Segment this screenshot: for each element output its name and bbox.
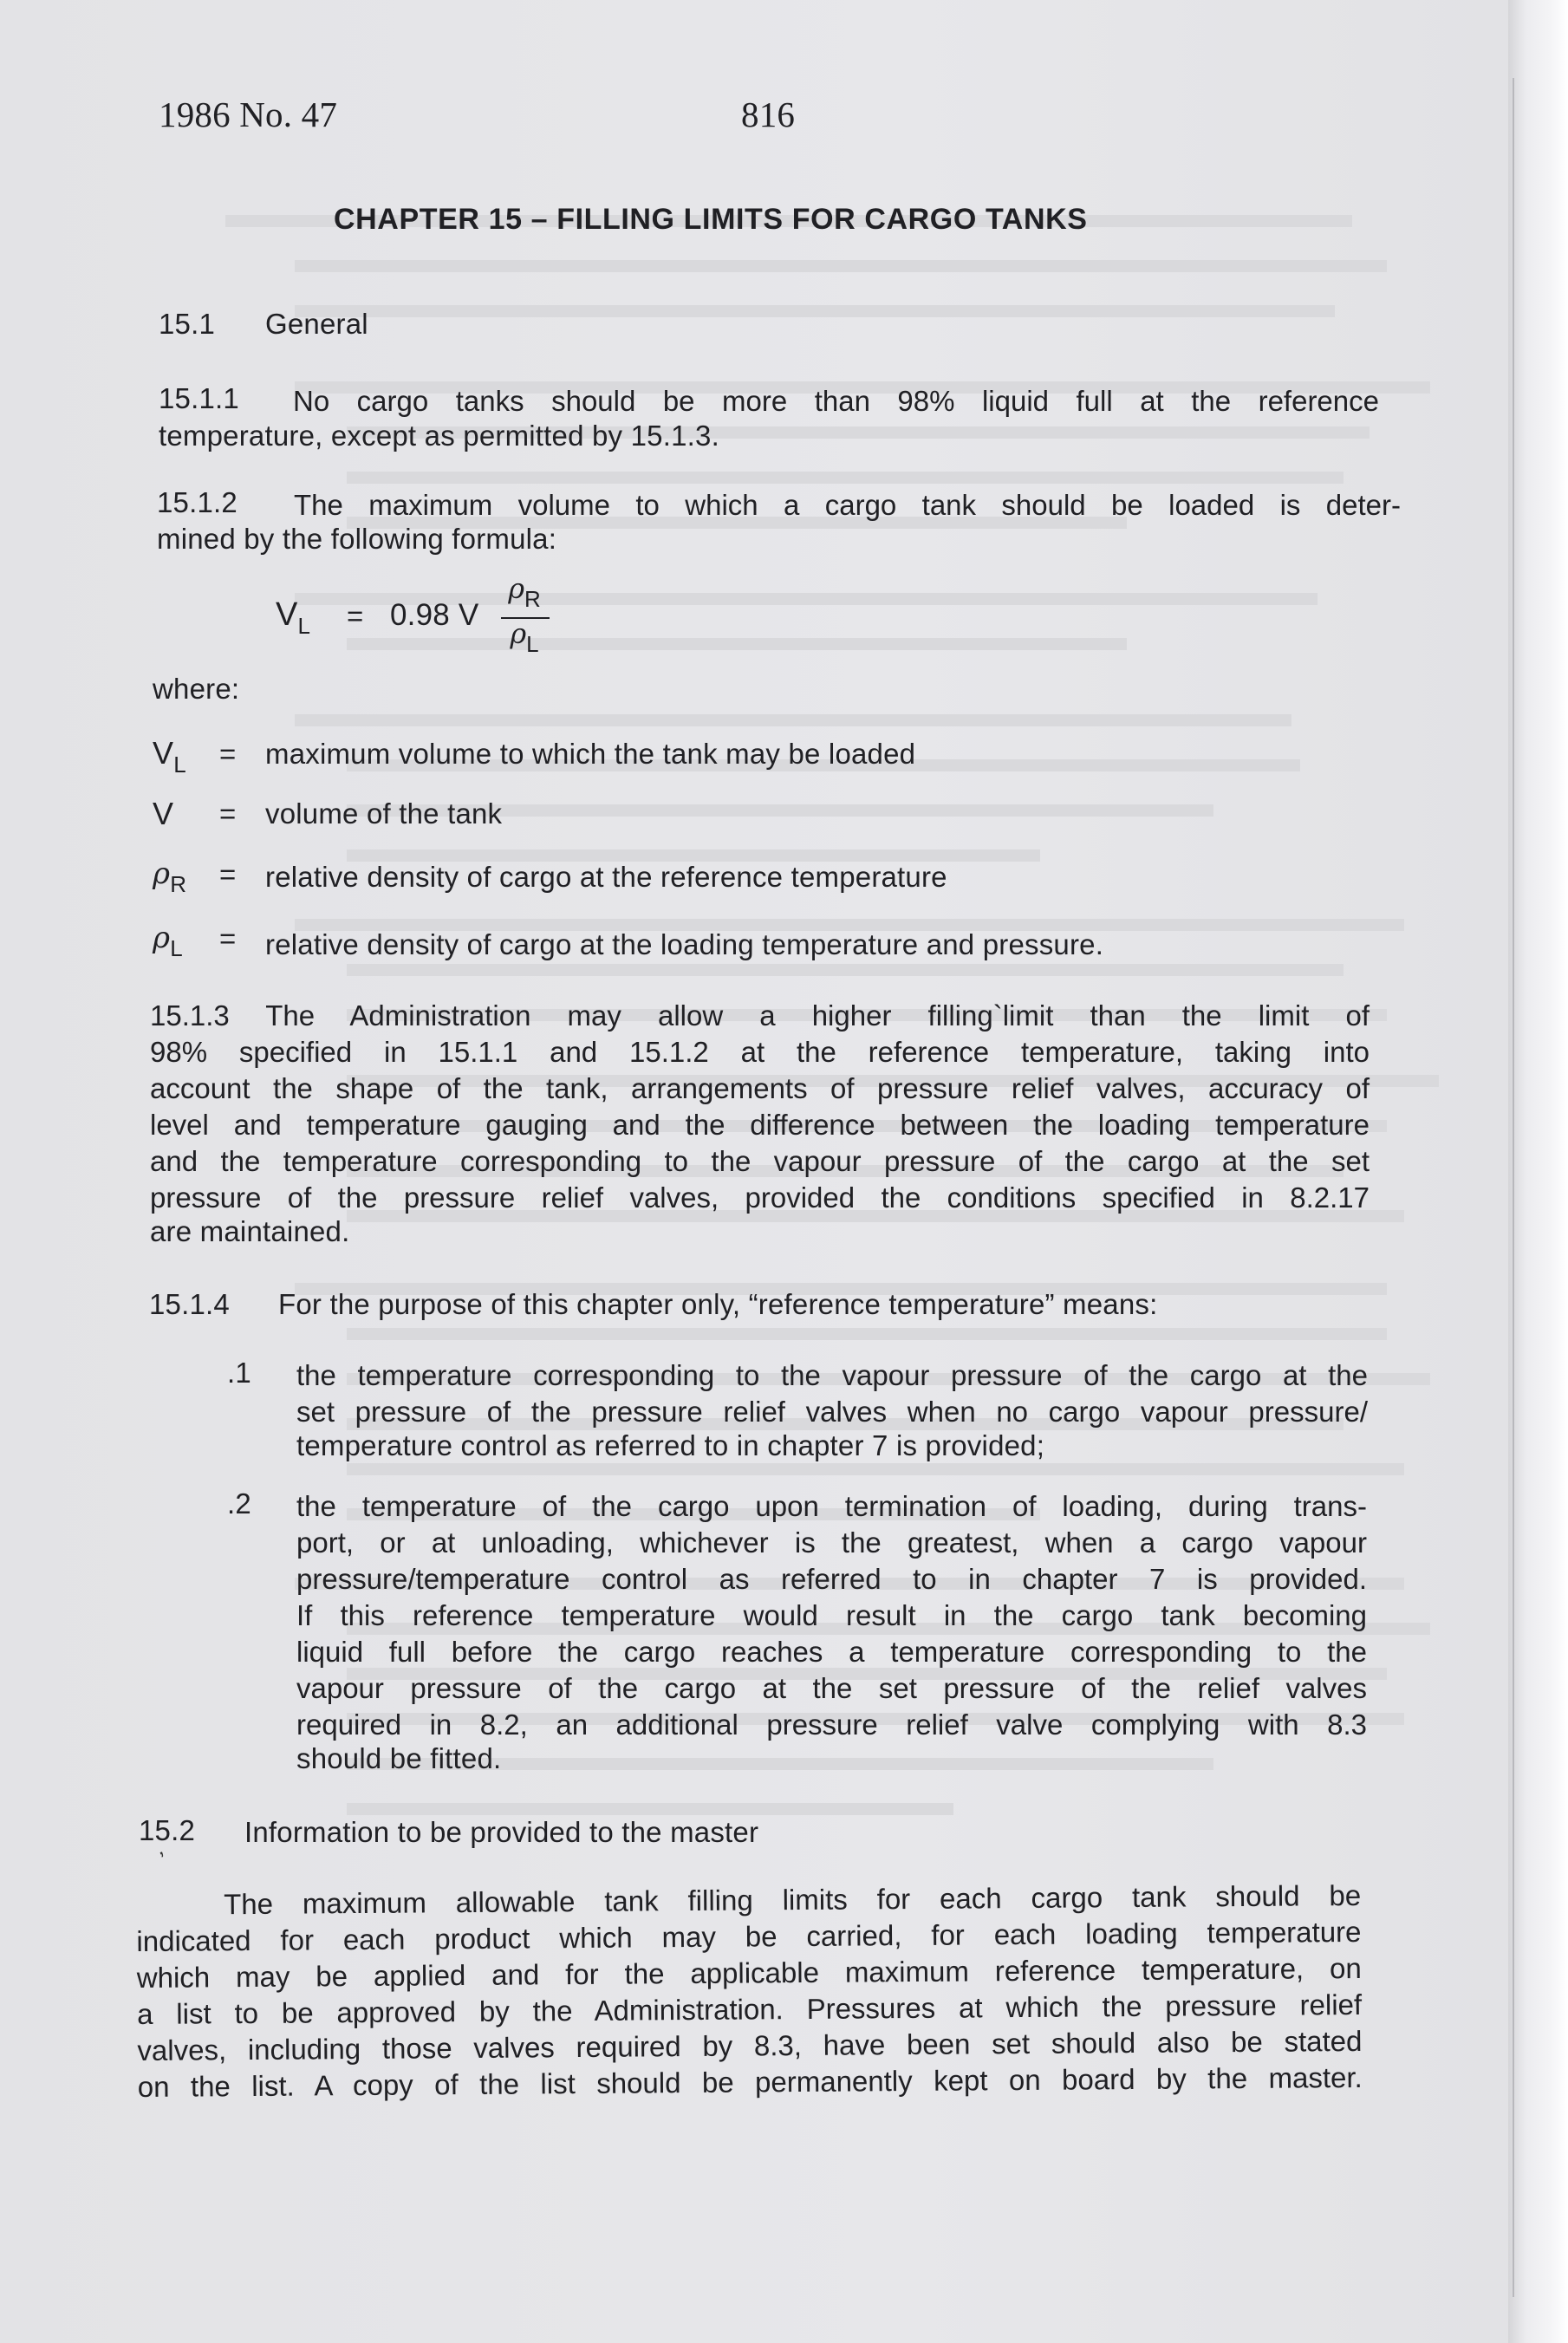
section-number: 15.2 bbox=[139, 1814, 196, 1846]
paragraph-line: should be fitted. bbox=[296, 1742, 502, 1774]
paragraph-line: For the purpose of this chapter only, “reference temperature” means: bbox=[278, 1288, 1158, 1320]
definition-equals: = bbox=[219, 858, 237, 890]
definition-text: volume of the tank bbox=[265, 797, 503, 830]
paragraph-line: temperature, except as permitted by 15.1.3. bbox=[159, 420, 719, 452]
paragraph-line: No cargo tanks should be more than 98% liquid full at the reference bbox=[293, 385, 1379, 417]
section-title: Information to be provided to the master bbox=[244, 1816, 759, 1848]
paragraph-line: pressure of the pressure relief valves, provided the conditions specified in 8.2.17 bbox=[150, 1181, 1370, 1214]
formula-coefficient: 0.98 V bbox=[390, 598, 479, 632]
paragraph-line: level and temperature gauging and the difference between the loading temperature bbox=[150, 1109, 1370, 1141]
paragraph-line: vapour pressure of the cargo at the set pressure of the relief valves bbox=[296, 1672, 1367, 1704]
chapter-title: CHAPTER 15 – FILLING LIMITS FOR CARGO TANKS bbox=[334, 203, 1088, 236]
definition-symbol: $\rho_R$ bbox=[153, 856, 187, 897]
definition-equals: = bbox=[219, 738, 237, 770]
definition-equals: = bbox=[219, 797, 237, 830]
definition-symbol: $\rho_L$ bbox=[153, 921, 183, 961]
item-number: .2 bbox=[227, 1487, 251, 1520]
running-header: 1986 No. 47 bbox=[159, 94, 338, 134]
paragraph-line: a list to be approved by the Administration. Pressures at which the pressure relief bbox=[136, 1988, 1363, 2031]
paragraph-line: 98% specified in 15.1.1 and 15.1.2 at the reference temperature, taking into bbox=[150, 1036, 1370, 1068]
paragraph-line: valves, including those valves required by 8.3, have been set should also be stated bbox=[137, 2024, 1363, 2067]
paragraph-line: temperature control as referred to in chapter 7 is provided; bbox=[296, 1429, 1045, 1461]
paragraph-line: port, or at unloading, whichever is the greatest, when a cargo vapour bbox=[296, 1526, 1367, 1559]
paragraph-line: 15.1.3 The Administration may allow a higher filling`limit than the limit of bbox=[150, 999, 1370, 1032]
paragraph-line: required in 8.2, an additional pressure relief valve complying with 8.3 bbox=[296, 1708, 1367, 1741]
section-title: General bbox=[265, 308, 368, 340]
page-edge bbox=[1508, 0, 1568, 2343]
definition-text: relative density of cargo at the loading temperature and pressure. bbox=[265, 928, 1104, 960]
paragraph-line: are maintained. bbox=[150, 1215, 350, 1247]
paragraph-line: set pressure of the pressure relief valves when no cargo vapour pressure/ bbox=[296, 1396, 1368, 1428]
paragraph-number: 15.1.1 bbox=[159, 382, 239, 414]
item-number: .1 bbox=[227, 1357, 251, 1389]
definition-symbol: V bbox=[153, 796, 174, 831]
stray-mark: ’ bbox=[156, 1845, 171, 1873]
paragraph-line: and the temperature corresponding to the vapour pressure of the cargo at the set bbox=[150, 1145, 1370, 1177]
paragraph-line: indicated for each product which may be carried, for each loading temperature bbox=[136, 1915, 1362, 1958]
paragraph-line: The maximum volume to which a cargo tank should be loaded is deter- bbox=[294, 489, 1401, 521]
paragraph-line: the temperature corresponding to the vapour pressure of the cargo at the bbox=[296, 1359, 1368, 1391]
definition-text: maximum volume to which the tank may be loaded bbox=[265, 738, 916, 770]
paragraph-number: 15.1.2 bbox=[157, 486, 237, 518]
where-label: where: bbox=[153, 673, 240, 705]
paragraph-line: pressure/temperature control as referred to in chapter 7 is provided. bbox=[296, 1563, 1367, 1595]
paragraph-line: mined by the following formula: bbox=[157, 523, 557, 555]
definition-symbol: $V_L$ bbox=[153, 735, 186, 778]
page-fold-line bbox=[1513, 78, 1514, 2297]
page-number: 816 bbox=[741, 94, 796, 134]
formula-numerator: $\rho_R$ bbox=[508, 572, 541, 612]
paragraph-line: the temperature of the cargo upon termination of loading, during trans- bbox=[296, 1490, 1367, 1522]
definition-text: relative density of cargo at the reference temperature bbox=[265, 861, 947, 893]
paragraph-line: liquid full before the cargo reaches a temperature corresponding to the bbox=[296, 1636, 1367, 1668]
paragraph-line: account the shape of the tank, arrangements of pressure relief valves, accuracy of bbox=[150, 1072, 1370, 1104]
paragraph-line: The maximum allowable tank filling limits for each cargo tank should be bbox=[223, 1878, 1362, 1921]
section-number: 15.1 bbox=[159, 308, 216, 340]
formula-equals: = bbox=[347, 600, 364, 632]
paragraph-line: If this reference temperature would result in the cargo tank becoming bbox=[296, 1599, 1367, 1631]
paragraph-number: 15.1.4 bbox=[149, 1288, 230, 1320]
formula-denominator: $\rho_L$ bbox=[510, 617, 539, 657]
paragraph-line: on the list. A copy of the list should be permanently kept on board by the master. bbox=[137, 2060, 1363, 2104]
definition-equals: = bbox=[219, 922, 237, 954]
paragraph-line: which may be applied and for the applicable maximum reference temperature, on bbox=[136, 1951, 1362, 1995]
formula-lhs: $V_L$ bbox=[276, 596, 311, 639]
